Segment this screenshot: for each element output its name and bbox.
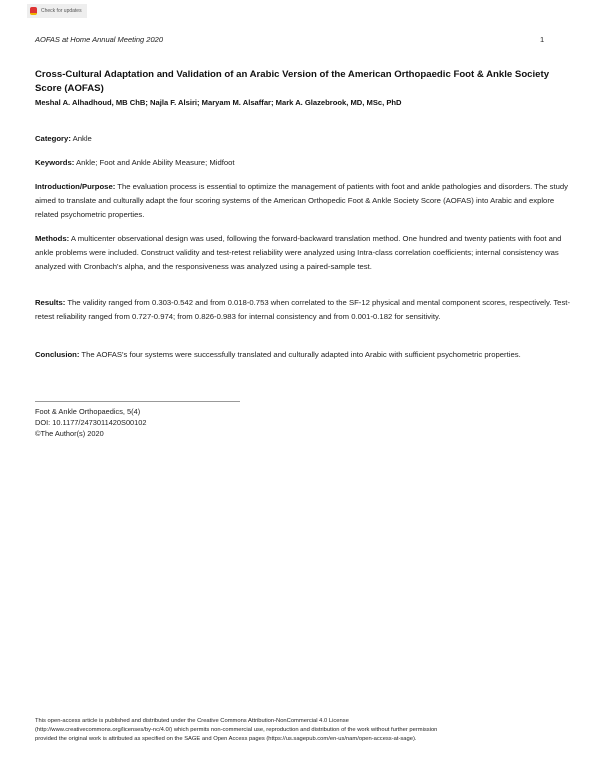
license-line: This open-access article is published and distributed under the Creative Commons Attribution-NonCommercial 4.0 License	[35, 718, 349, 724]
section-label: Keywords:	[35, 158, 75, 167]
section-text: The evaluation process is essential to optimize the management of patients with foot and ankle pathologies and disorders. The study aimed to translate and culturally adapt the four scoring systems of the American Orthopedic Foot & Ankle Society Score (AOFAS) into Arabic and explore related psychometric properties.	[35, 182, 568, 219]
section-label: Results:	[35, 298, 66, 307]
section-label: Category:	[35, 134, 71, 143]
section-label: Introduction/Purpose:	[35, 182, 116, 191]
footer-divider	[35, 401, 240, 402]
license-line: (http://www.creativecommons.org/licenses/by-nc/4.0/) which permits non-commercial use, reproduction and distribution of the work without further permission	[35, 727, 438, 733]
doi: DOI: 10.1177/2473011420S00102	[35, 418, 147, 427]
section-keywords	[35, 156, 575, 170]
page-number: 1	[540, 35, 545, 44]
authors: Meshal A. Alhadhoud, MB ChB; Najla F. Alsiri; Maryam M. Alsaffar; Mark A. Glazebrook, MD, MSc, PhD	[35, 98, 402, 107]
crossmark-icon	[30, 7, 37, 15]
section-conclusion	[35, 348, 575, 362]
section-introduction	[35, 180, 575, 222]
section-label: Methods:	[35, 234, 70, 243]
journal-name: Foot & Ankle Orthopaedics, 5(4)	[35, 407, 141, 416]
section-methods	[35, 232, 575, 274]
badge-label: Check for updates	[41, 8, 82, 14]
section-text: The AOFAS's four systems were successfully translated and culturally adapted into Arabic with sufficient psychometric properties.	[79, 350, 521, 359]
section-text: A multicenter observational design was used, following the forward-backward translation method. One hundred and twenty patients with foot and ankle problems were included. Construct validity and test-retest reliability were analyzed using Intra-class correlation coefficients; internal consistency was analyzed with Cronbach's alpha, and the responsiveness was analyzed using a paired-sample test.	[35, 234, 562, 271]
section-category	[35, 132, 575, 146]
section-label: Conclusion:	[35, 350, 80, 359]
license-line: provided the original work is attributed as specified on the SAGE and Open Access pages (https://us.sagepub.com/en-us/nam/open-access-at-sage).	[35, 736, 417, 742]
article-title: Cross-Cultural Adaptation and Validation of an Arabic Version of the American Orthopaedic Foot & Ankle Society Score (AOFAS)	[35, 69, 550, 94]
check-for-updates-badge[interactable]	[27, 4, 87, 18]
copyright: ©The Author(s) 2020	[35, 429, 104, 438]
journal-footer	[35, 406, 147, 439]
section-text: The validity ranged from 0.303-0.542 and from 0.018-0.753 when correlated to the SF-12 physical and mental component scores, respectively. Test-retest reliability ranged from 0.727-0.974; from 0.826-0.983 for internal consistency and from 0.001-0.182 for sensitivity.	[35, 298, 571, 321]
running-header: AOFAS at Home Annual Meeting 2020	[35, 35, 163, 44]
section-text: Ankle	[70, 134, 92, 143]
license-notice	[35, 717, 580, 744]
section-results	[35, 296, 575, 324]
section-text: Ankle; Foot and Ankle Ability Measure; Midfoot	[74, 158, 235, 167]
